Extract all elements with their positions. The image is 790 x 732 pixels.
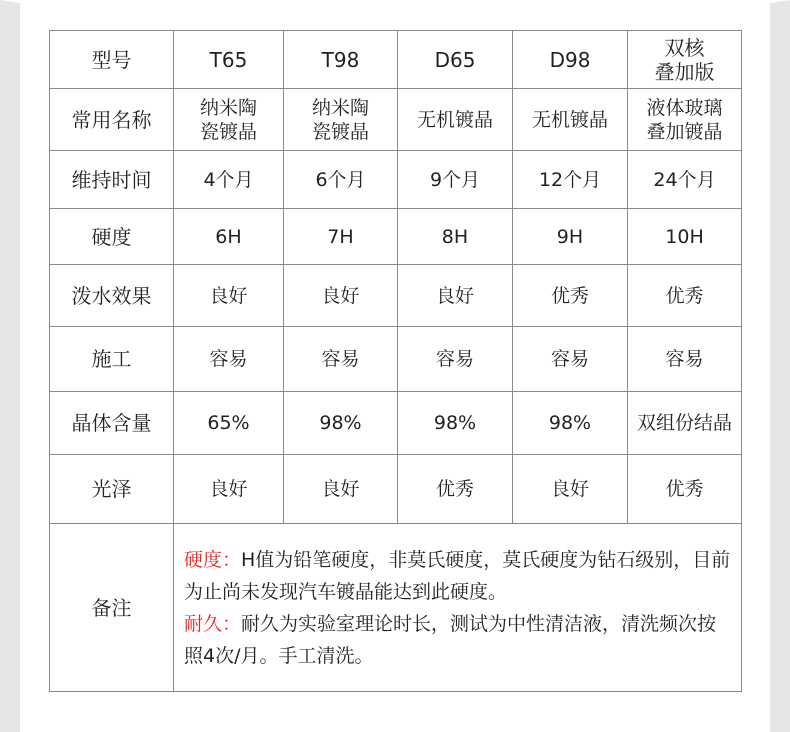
row-label: 泼水效果 [50, 265, 174, 327]
table-cell: 良好 [174, 455, 284, 524]
table-cell: 24个月 [628, 151, 742, 209]
table-cell: 优秀 [398, 455, 513, 524]
table-cell: 65% [174, 392, 284, 455]
table-cell: 4个月 [174, 151, 284, 209]
note-durability-text: 耐久为实验室理论时长，测试为中性清洁液，清洗频次按照4次/月。手工清洗。 [184, 612, 717, 667]
table-cell: 容易 [513, 327, 628, 392]
table-cell: 98% [513, 392, 628, 455]
table-cell: 优秀 [628, 455, 742, 524]
note-durability [184, 608, 733, 672]
table-cell: 容易 [398, 327, 513, 392]
table-cell: 12个月 [513, 151, 628, 209]
table-cell: 双组份结晶 [628, 392, 742, 455]
notes-label: 备注 [50, 524, 174, 692]
row-label: 维持时间 [50, 151, 174, 209]
header-cell-t65: T65 [174, 31, 284, 89]
table-cell: 8H [398, 209, 513, 265]
table-cell: 无机镀晶 [513, 89, 628, 151]
table-cell: 10H [628, 209, 742, 265]
notes-cell [174, 524, 742, 692]
table-cell: 98% [398, 392, 513, 455]
note-hardness [184, 544, 733, 608]
header-cell-model: 型号 [50, 31, 174, 89]
table-cell: 7H [284, 209, 398, 265]
table-cell: 良好 [174, 265, 284, 327]
note-hardness-key: 硬度： [184, 548, 242, 571]
header-row [50, 31, 742, 89]
header-cell-d98: D98 [513, 31, 628, 89]
row-label: 光泽 [50, 455, 174, 524]
table-cell: 容易 [628, 327, 742, 392]
table-cell: 9个月 [398, 151, 513, 209]
table-row [50, 209, 742, 265]
table-row [50, 89, 742, 151]
header-cell-dual-core: 双核 叠加版 [628, 31, 742, 89]
header-cell-t98: T98 [284, 31, 398, 89]
row-label: 晶体含量 [50, 392, 174, 455]
table-cell: 容易 [284, 327, 398, 392]
notes-row [50, 524, 742, 692]
row-label: 施工 [50, 327, 174, 392]
table-row [50, 265, 742, 327]
table-cell: 良好 [284, 455, 398, 524]
row-label: 硬度 [50, 209, 174, 265]
note-durability-key: 耐久： [184, 612, 242, 635]
table-cell: 容易 [174, 327, 284, 392]
table-cell: 9H [513, 209, 628, 265]
table-cell: 纳米陶 瓷镀晶 [174, 89, 284, 151]
table-cell: 无机镀晶 [398, 89, 513, 151]
comparison-table [49, 30, 742, 692]
table-cell: 6个月 [284, 151, 398, 209]
table-row [50, 455, 742, 524]
header-cell-d65: D65 [398, 31, 513, 89]
table-cell: 优秀 [513, 265, 628, 327]
table-cell: 液体玻璃 叠加镀晶 [628, 89, 742, 151]
row-label: 常用名称 [50, 89, 174, 151]
table-cell: 良好 [513, 455, 628, 524]
table-cell: 6H [174, 209, 284, 265]
table-row [50, 392, 742, 455]
table-row [50, 327, 742, 392]
note-hardness-text: H值为铅笔硬度，非莫氏硬度，莫氏硬度为钻石级别，目前为止尚未发现汽车镀晶能达到此硬度。 [184, 548, 731, 603]
table-cell: 良好 [398, 265, 513, 327]
table-cell: 优秀 [628, 265, 742, 327]
table-cell: 98% [284, 392, 398, 455]
table-cell: 纳米陶 瓷镀晶 [284, 89, 398, 151]
table-cell: 良好 [284, 265, 398, 327]
table-row [50, 151, 742, 209]
